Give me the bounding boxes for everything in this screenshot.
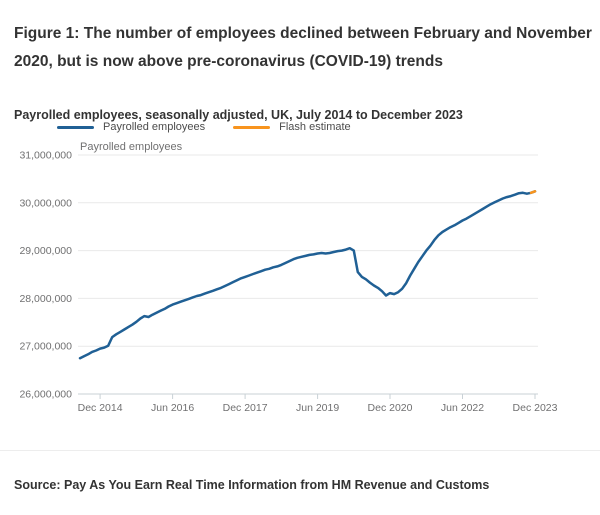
x-tick-label: Dec 2014 [77, 402, 123, 414]
legend-label-flash: Flash estimate [279, 121, 351, 133]
x-tick-label: Dec 2017 [222, 402, 268, 414]
y-tick-label: 26,000,000 [19, 388, 72, 401]
y-axis-unit-label: Payrolled employees [80, 141, 183, 153]
line-chart [0, 140, 600, 425]
y-tick-label: 30,000,000 [19, 197, 72, 210]
y-tick-label: 27,000,000 [19, 340, 72, 353]
flash-estimate-line [531, 191, 535, 193]
legend-item-payrolled [57, 121, 205, 133]
legend-item-flash [233, 121, 351, 133]
source-note: Source: Pay As You Earn Real Time Information from HM Revenue and Customs [14, 477, 490, 492]
y-tick-label: 29,000,000 [19, 245, 72, 258]
x-tick-label: Jun 2019 [295, 402, 340, 414]
flash-line-swatch [233, 126, 270, 129]
x-tick-label: Dec 2020 [367, 402, 413, 414]
y-tick-label: 28,000,000 [19, 292, 72, 305]
section-divider [0, 450, 600, 451]
payrolled-employees-line [80, 191, 535, 358]
x-tick-label: Jun 2016 [150, 402, 195, 414]
legend-label-payrolled: Payrolled employees [103, 121, 206, 133]
y-tick-label: 31,000,000 [19, 149, 72, 162]
chart-legend [57, 121, 351, 133]
x-tick-label: Dec 2023 [512, 402, 558, 414]
payrolled-line-swatch [57, 126, 94, 129]
figure-title: Figure 1: The number of employees declined between February and November 2020, but is now above pre-coronavirus (COVID-19) trends [14, 24, 592, 70]
figure-subtitle: Payrolled employees, seasonally adjusted, UK, July 2014 to December 2023 [14, 107, 463, 122]
x-tick-label: Jun 2022 [440, 402, 485, 414]
